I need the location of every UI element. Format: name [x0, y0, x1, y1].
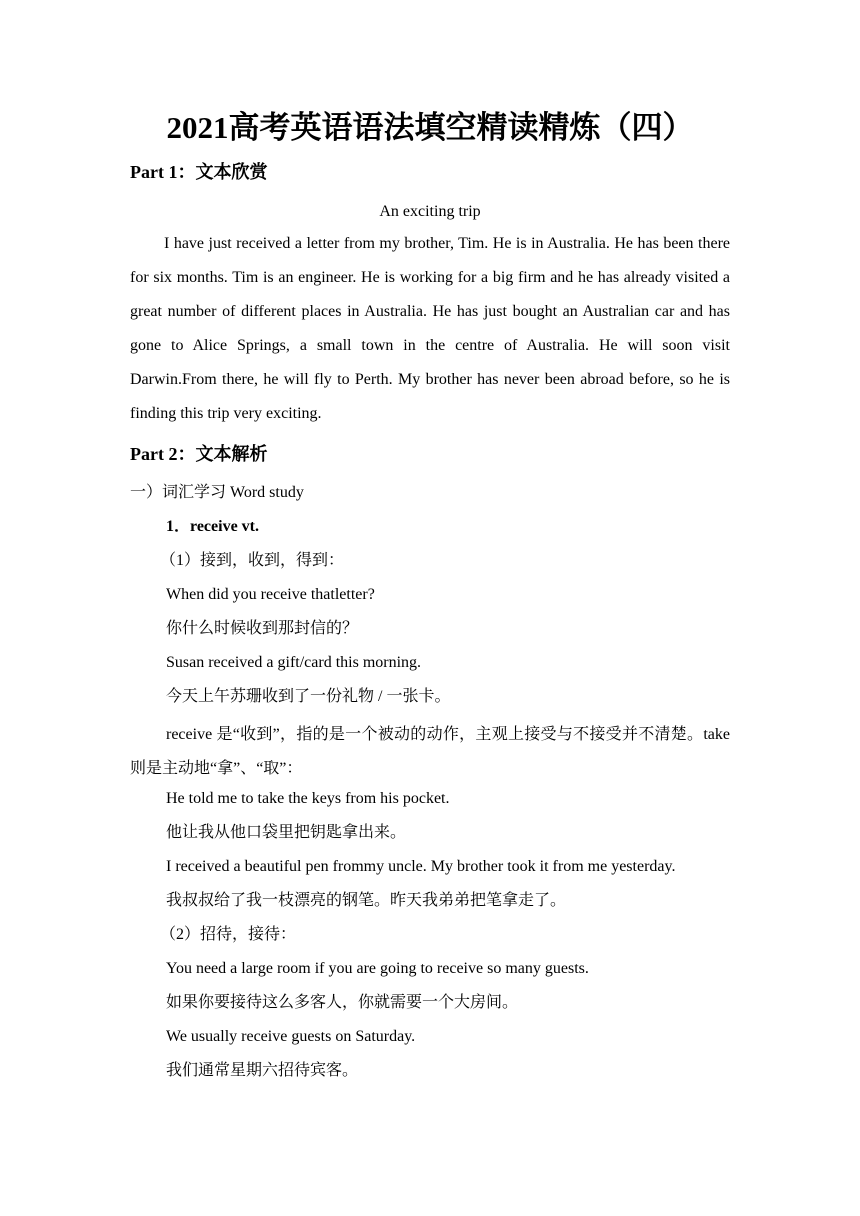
example-en: He told me to take the keys from his pocket.: [166, 790, 450, 807]
example-cn: 他让我从他口袋里把钥匙拿出来。: [166, 824, 407, 841]
sense-1: （1）接到，收到，得到：: [160, 552, 345, 569]
page-title: 2021高考英语语法填空精读精炼（四）: [166, 110, 694, 145]
vocab-entry-receive: 1．receive vt.: [166, 518, 259, 535]
usage-note: receive 是“收到”，指的是一个被动的动作，主观上接受与不接受并不清楚。take 则是主动地“拿”、“取”：: [130, 726, 730, 777]
part1-heading: Part 1：文本欣赏: [130, 162, 268, 182]
example-en: Susan received a gift/card this morning.: [166, 654, 422, 671]
section-heading-word-study: 一）词汇学习 Word study: [130, 484, 304, 501]
example-en: We usually receive guests on Saturday.: [166, 1028, 416, 1045]
example-cn: 如果你要接待这么多客人，你就需要一个大房间。: [166, 994, 519, 1011]
story-title: An exciting trip: [379, 203, 481, 220]
sense-2: （2）招待，接待：: [160, 926, 297, 943]
example-cn: 你什么时候收到那封信的？: [166, 620, 359, 637]
passage-text: I have just received a letter from my brother, Tim. He is in Australia. He has been there for six months. Tim is an engineer. He is working for a big firm and he has already visited a great number of different places in Australia. He has just bought an Australian car and has gone to Alice Springs, a small town in the centre of Australia. He will soon visit Darwin.From there, he will fly to Perth. My brother has never been abroad before, so he is finding this trip very exciting.: [130, 235, 730, 422]
example-en: I received a beautiful pen frommy uncle. My brother took it from me yesterday.: [166, 858, 676, 875]
part2-heading: Part 2：文本解析: [130, 444, 268, 464]
example-cn: 我叔叔给了我一枝漂亮的钢笔。昨天我弟弟把笔拿走了。: [166, 892, 567, 909]
example-cn: 今天上午苏珊收到了一份礼物 / 一张卡。: [166, 688, 451, 705]
example-en: When did you receive thatletter?: [166, 586, 375, 603]
example-en: You need a large room if you are going to receive so many guests.: [166, 960, 589, 977]
example-cn: 我们通常星期六招待宾客。: [166, 1062, 359, 1079]
